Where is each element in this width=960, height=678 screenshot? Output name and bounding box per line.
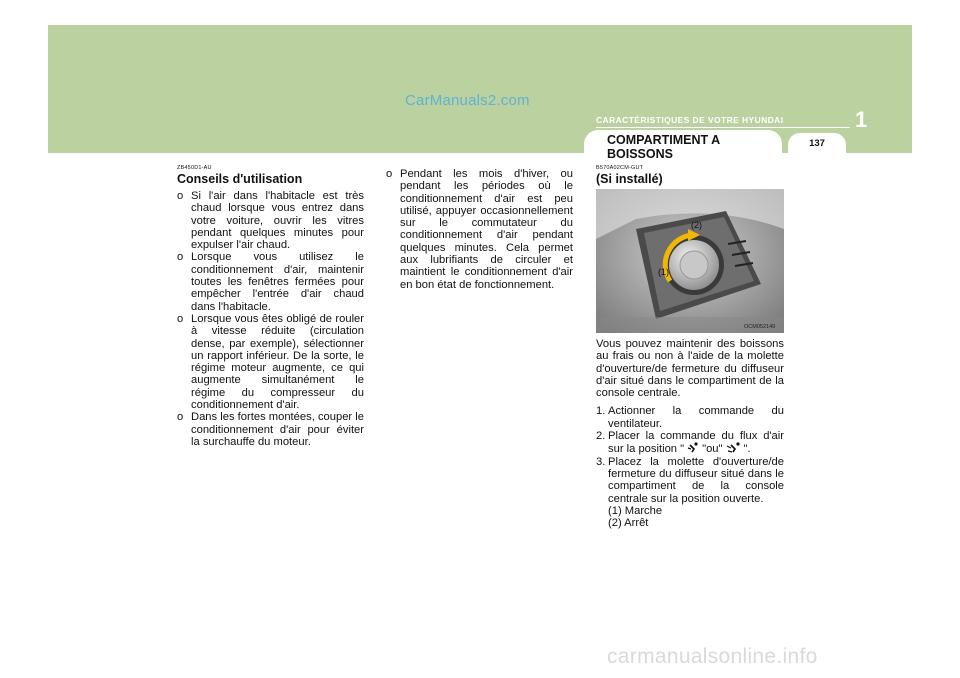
figure-code: OCM052149: [744, 324, 776, 330]
list-item: 3. Placez la molette d'ouverture/de fermeture du diffuseur situé dans le compartiment de la console centrale sur la position ouverte. (1) Marche (2) Arrêt: [596, 455, 784, 530]
header-band: [48, 25, 912, 153]
tips-list: [177, 190, 364, 448]
intro-paragraph: Vous pouvez maintenir des boissons au frais ou non à l'aide de la molette d'ouverture/de fermeture du diffuseur d'air situé dans le compartiment de la console centrale.: [596, 338, 784, 400]
figure-label-1: (1): [658, 267, 669, 277]
vent-face-icon: [687, 442, 699, 453]
list-item: o Pendant les mois d'hiver, ou pendant les périodes où le conditionnement d'air est peu utilisé, appuyer occasionnellement sur le commutateur du conditionnement d'air pendant quelques minutes. Cela permet aux lubrifiants de circuler et maintient le conditionnement d'air en bon état de fonctionnement.: [386, 168, 573, 291]
steps-list: [596, 405, 784, 529]
column-winter-tips: [386, 168, 573, 291]
top-watermark[interactable]: CarManuals2.com: [405, 92, 530, 109]
section-heading: (Si installé): [596, 172, 663, 186]
sub-item-off: (2) Arrêt: [608, 517, 649, 530]
column-usage-tips: [177, 165, 364, 448]
winter-list: [386, 168, 573, 291]
figure-label-2: (2): [691, 220, 702, 230]
bottom-watermark[interactable]: carmanualsonline.info: [607, 645, 818, 668]
vent-face-floor-icon: [726, 442, 741, 453]
section-number: 1: [855, 107, 868, 132]
drink-compartment-text: [596, 338, 784, 529]
console-photo: [596, 189, 784, 333]
list-item: o Si l'air dans l'habitacle est très chaud lorsque vous entrez dans votre voiture, ouvrir les vitres pendant quelques minutes pour expulser l'air chaud.: [177, 190, 364, 251]
sub-item-on: (1) Marche: [608, 504, 663, 517]
section-heading: Conseils d'utilisation: [177, 172, 303, 186]
list-item: 2. Placer la commande du flux d'air sur la position " "ou" ".: [596, 430, 784, 456]
section-code: B570A02CM-GUT: [596, 165, 644, 171]
section-title: CARACTÉRISTIQUES DE VOTRE HYUNDAI: [596, 115, 784, 125]
list-item: 1. Actionner la commande du ventilateur.: [596, 405, 784, 430]
header-rule: [596, 127, 850, 128]
section-code: ZB450D1-AU: [177, 165, 212, 171]
column-drink-compartment: [596, 165, 784, 190]
console-dial-illustration: [596, 189, 784, 333]
tab-title: COMPARTIMENT A BOISSONS: [607, 133, 721, 161]
list-item: o Lorsque vous utilisez le conditionnement d'air, maintenir toutes les fenêtres fermées pour empêcher l'entrée d'air chaud dans l'habitacle.: [177, 251, 364, 312]
list-item: o Dans les fortes montées, couper le conditionnement d'air pour éviter la surchauffe du moteur.: [177, 411, 364, 448]
list-item: o Lorsque vous êtes obligé de rouler à vitesse réduite (circulation dense, par exemple), sélectionner un rapport inférieur. De la sorte, le régime moteur augmente, ce qui augmente simultanément le régime du compresseur du conditionnement d'air.: [177, 313, 364, 411]
page-number: 137: [809, 138, 825, 149]
